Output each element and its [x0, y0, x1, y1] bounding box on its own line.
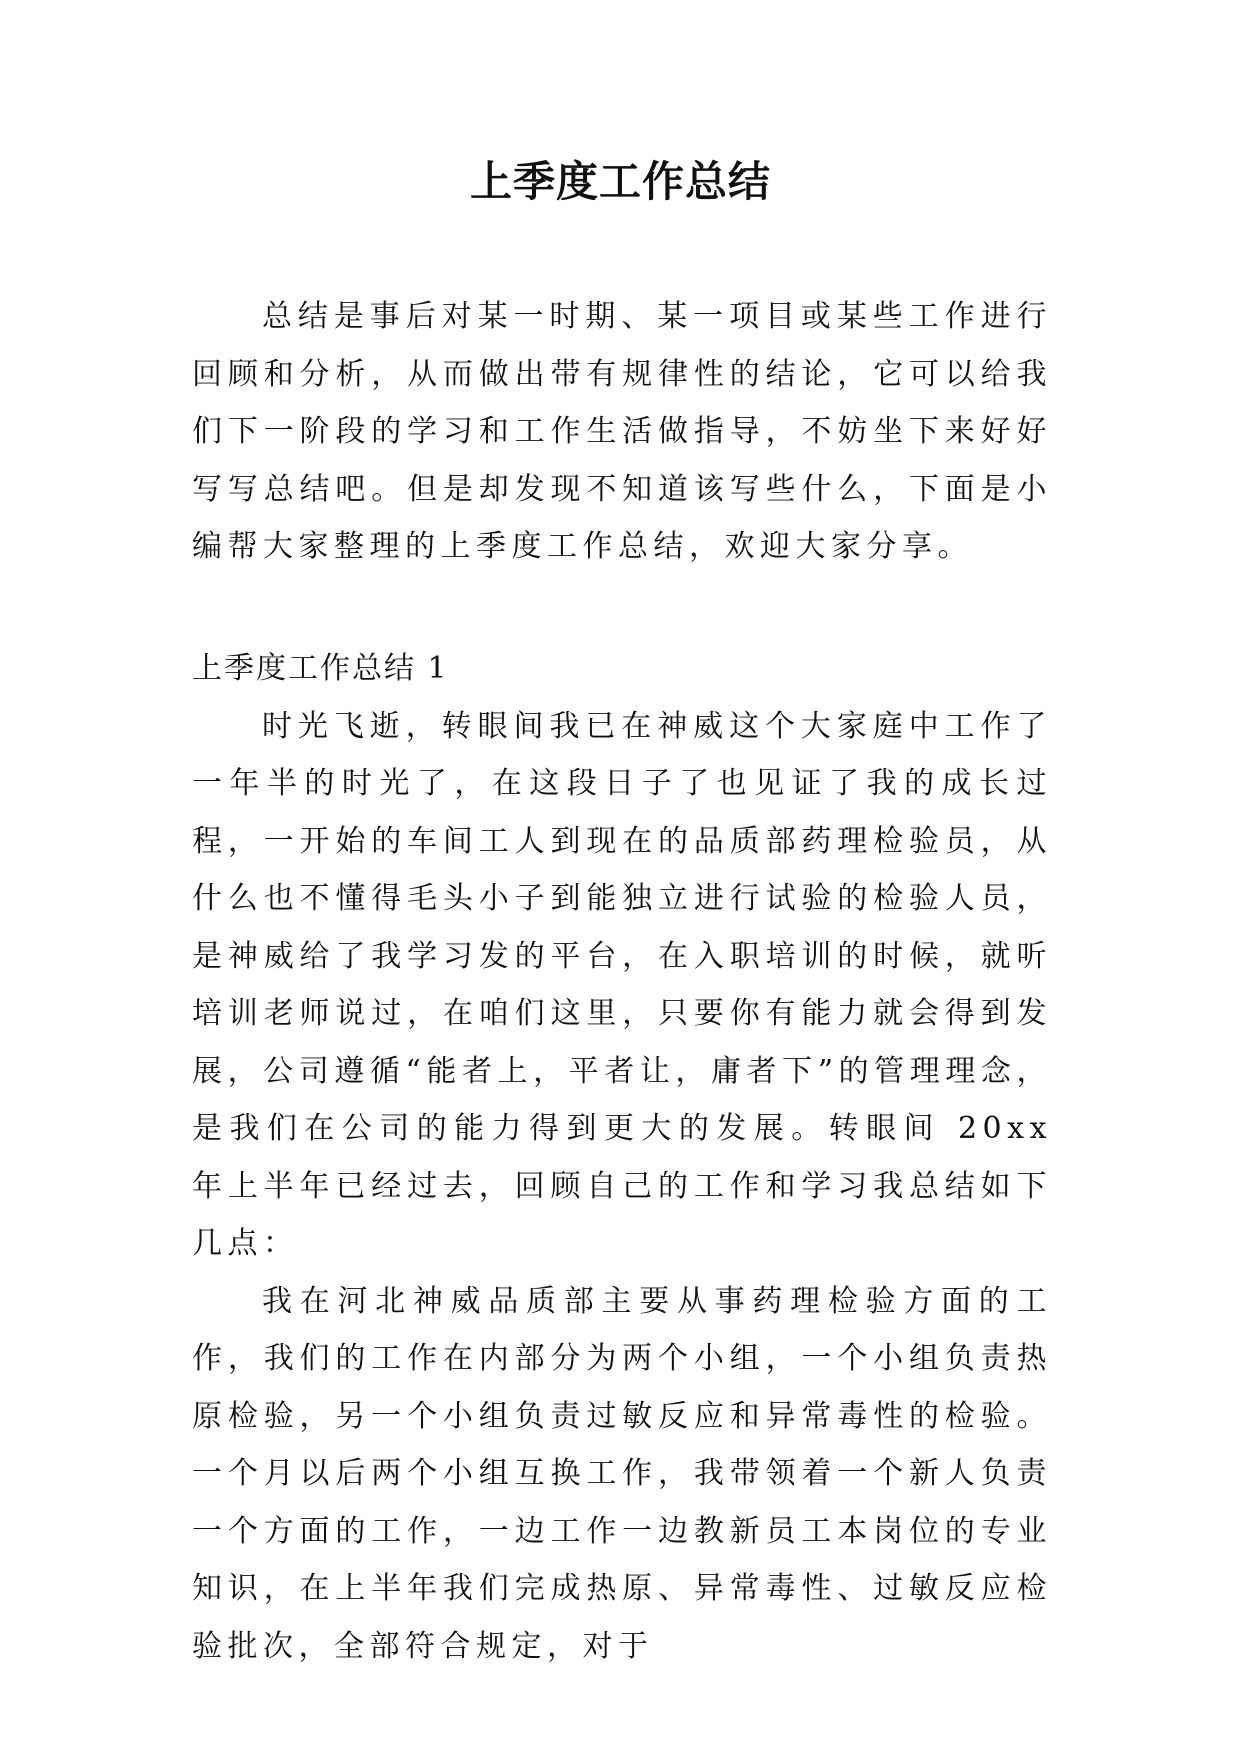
body-paragraph: 时光飞逝，转眼间我已在神威这个大家庭中工作了一年半的时光了，在这段日子了也见证了我的成长过程，一开始的车间工人到现在的品质部药理检验员，从什么也不懂得毛头小子到能独立进行试验的检验人员，是神威给了我学习发的平台，在入职培训的时候，就听培训老师说过，在咱们这里，只要你有能力就会得到发展，公司遵循“能者上，平者让，庸者下”的管理理念，是我们在公司的能力得到更大的发展。转眼间 20xx 年上半年已经过去，回顾自己的工作和学习我总结如下几点： — [192, 708, 1052, 1261]
document-title: 上季度工作总结 — [469, 157, 771, 206]
intro-paragraph: 总结是事后对某一时期、某一项目或某些工作进行回顾和分析，从而做出带有规律性的结论，它可以给我们下一阶段的学习和工作生活做指导，不妨坐下来好好写写总结吧。但是却发现不知道该写些什么，下面是小编帮大家整理的上季度工作总结，欢迎大家分享。 — [192, 299, 1052, 564]
body-paragraph: 我在河北神威品质部主要从事药理检验方面的工作，我们的工作在内部分为两个小组，一个小组负责热原检验，另一个小组负责过敏反应和异常毒性的检验。一个月以后两个小组互换工作，我带领着一个新人负责一个方面的工作，一边工作一边教新员工本岗位的专业知识，在上半年我们完成热原、异常毒性、过敏反应检验批次，全部符合规定，对于 — [192, 1283, 1052, 1664]
section-heading: 上季度工作总结 1 — [192, 651, 449, 686]
section-1 — [192, 640, 1052, 1675]
intro-block — [192, 288, 1052, 576]
